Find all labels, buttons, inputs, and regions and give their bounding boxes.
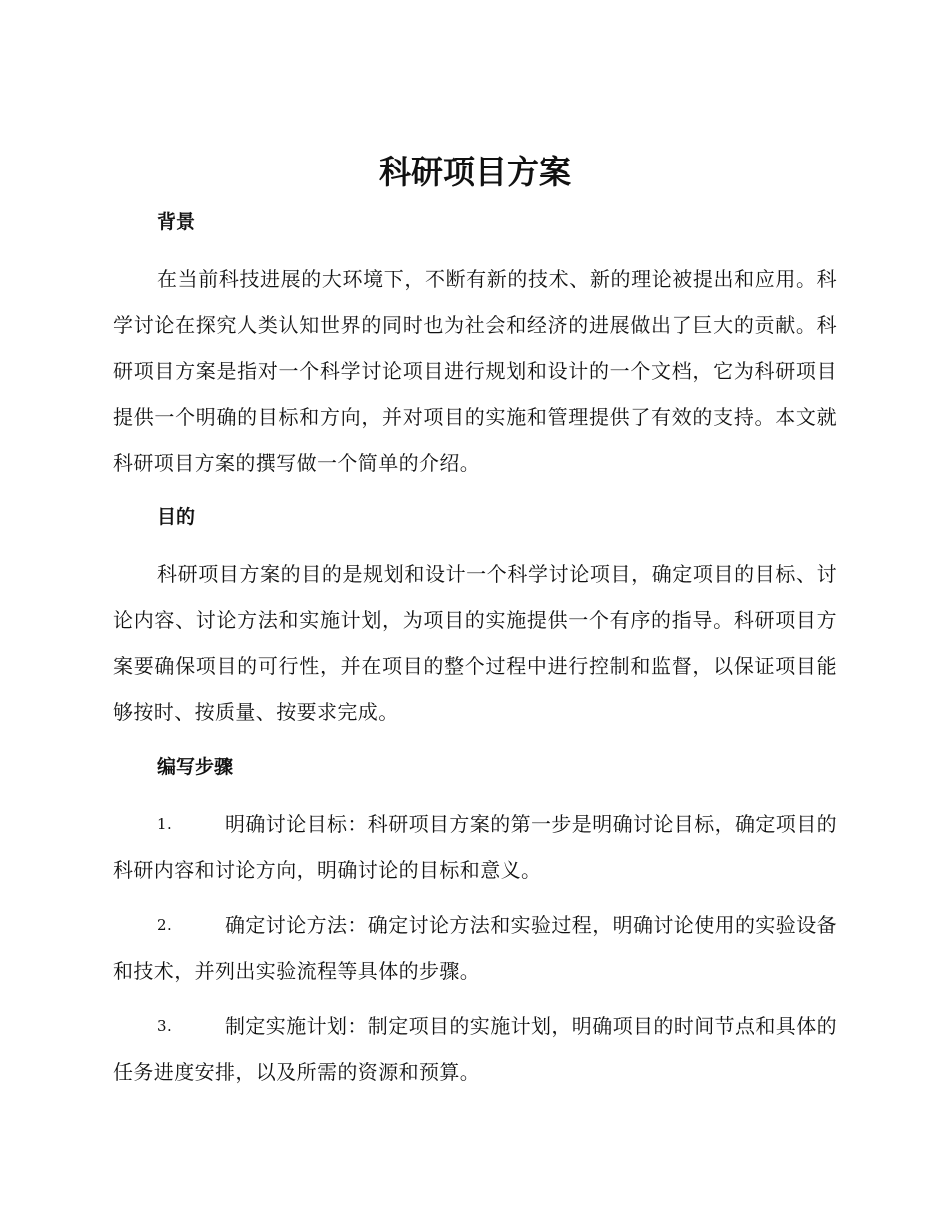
document-title: 科研项目方案	[378, 153, 571, 191]
list-item	[113, 1003, 837, 1095]
list-item-number: 2.	[157, 916, 173, 934]
background-paragraph: 在当前科技进展的大环境下，不断有新的技术、新的理论被提出和应用。科学讨论在探究人类认知世界的同时也为社会和经济的进展做出了巨大的贡献。科研项目方案是指对一个科学讨论项目进行规划和设计的一个文档，它为科研项目提供一个明确的目标和方向，并对项目的实施和管理提供了有效的支持。本文就科研项目方案的撰写做一个简单的介绍。	[113, 267, 837, 475]
list-item-text: 明确讨论目标：科研项目方案的第一步是明确讨论目标，确定项目的科研内容和讨论方向，明确讨论的目标和意义。	[113, 812, 837, 882]
list-item-number: 3.	[157, 1017, 173, 1035]
list-item-text: 制定实施计划：制定项目的实施计划，明确项目的时间节点和具体的任务进度安排，以及所需的资源和预算。	[113, 1014, 837, 1084]
list-item	[113, 801, 837, 893]
list-item-number: 1.	[157, 815, 173, 833]
section-heading-background: 背景	[157, 211, 196, 233]
section-heading-purpose: 目的	[157, 506, 196, 528]
purpose-paragraph: 科研项目方案的目的是规划和设计一个科学讨论项目，确定项目的目标、讨论内容、讨论方法和实施计划，为项目的实施提供一个有序的指导。科研项目方案要确保项目的可行性，并在项目的整个过程中进行控制和监督，以保证项目能够按时、按质量、按要求完成。	[113, 562, 837, 724]
list-item	[113, 902, 837, 994]
list-item-text: 确定讨论方法：确定讨论方法和实验过程，明确讨论使用的实验设备和技术，并列出实验流程等具体的步骤。	[113, 913, 837, 983]
section-heading-steps: 编写步骤	[157, 756, 234, 778]
